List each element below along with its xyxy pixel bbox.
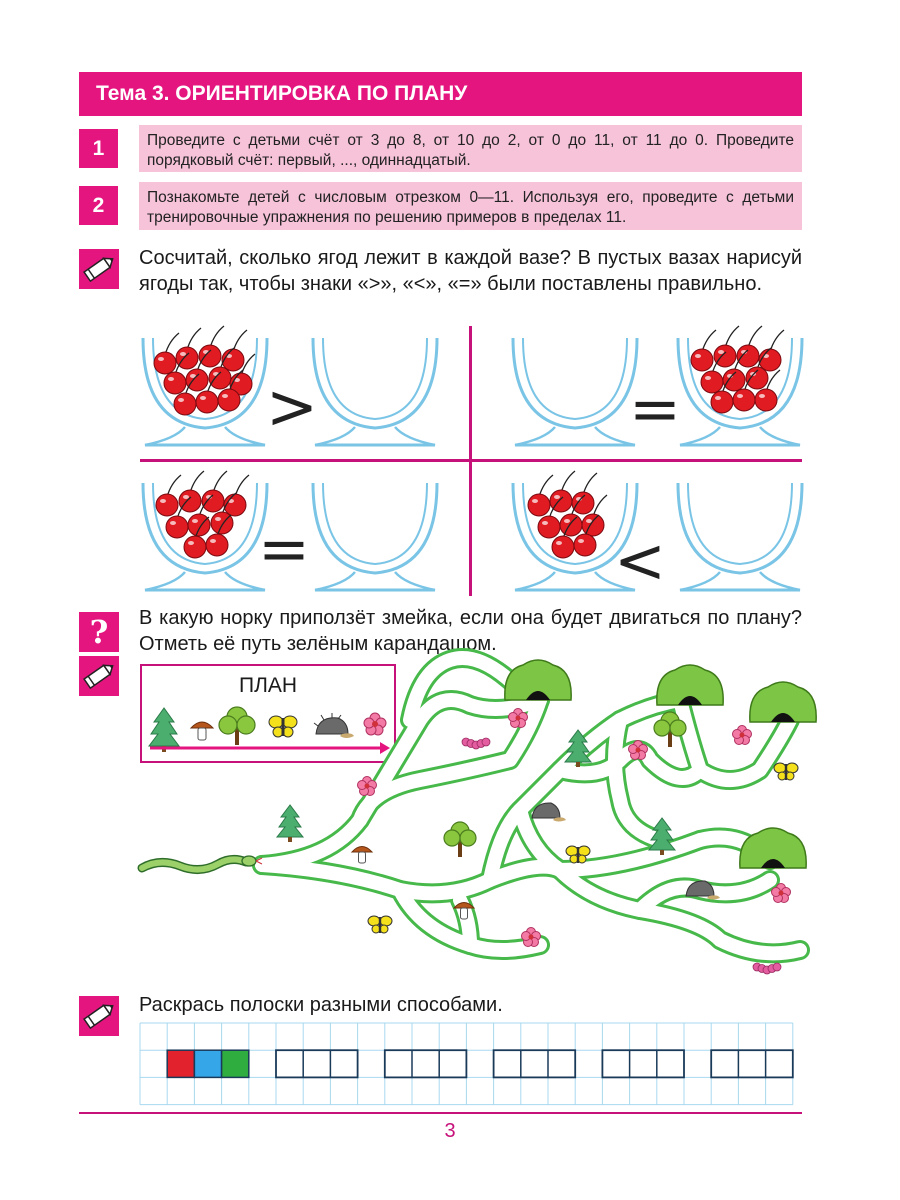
footer-line <box>79 1112 802 1114</box>
empty-stripe <box>276 1050 358 1077</box>
topic-header: Тема 3. ОРИЕНТИРОВКА ПО ПЛАНУ <box>79 72 802 116</box>
task-snake-path: В какую норку приползёт змейка, если она будет двигаться по плану? Отметь её путь зелёным карандашом. <box>139 607 802 655</box>
empty-stripe <box>602 1050 684 1077</box>
teacher-note-1: Проведите с детьми счёт от 3 до 8, от 10 до 2, от 0 до 11, от 11 до 0. Проведите порядковый счёт: первый, ..., одиннадцатый. <box>139 125 802 172</box>
comparison-sign: > <box>266 370 318 443</box>
comparison-sign: = <box>629 372 681 445</box>
comparison-sign: < <box>614 524 666 597</box>
page-number: 3 <box>444 1120 456 1142</box>
note-number-2: 2 <box>79 186 118 225</box>
question-icon: ? <box>79 612 119 652</box>
note-number-1: 1 <box>79 129 118 168</box>
task-count-berries: Сосчитай, сколько ягод лежит в каждой вазе? В пустых вазах нарисуй ягоды так, чтобы знаки «>», «<», «=» были поставлены правильно. <box>139 247 802 295</box>
empty-stripe <box>494 1050 576 1077</box>
plan-title: ПЛАН <box>238 674 298 697</box>
empty-stripe <box>385 1050 467 1077</box>
colored-cell <box>222 1050 249 1077</box>
colored-cell <box>167 1050 194 1077</box>
comparison-sign: = <box>258 512 310 585</box>
empty-stripe <box>711 1050 793 1077</box>
colored-cell <box>194 1050 221 1077</box>
task-color-stripes: Раскрась полоски разными способами. <box>139 994 503 1016</box>
teacher-note-2: Познакомьте детей с числовым отрезком 0—11. Используя его, проведите с детьми тренировочные упражнения по решению примеров в пределах 11. <box>139 182 802 230</box>
